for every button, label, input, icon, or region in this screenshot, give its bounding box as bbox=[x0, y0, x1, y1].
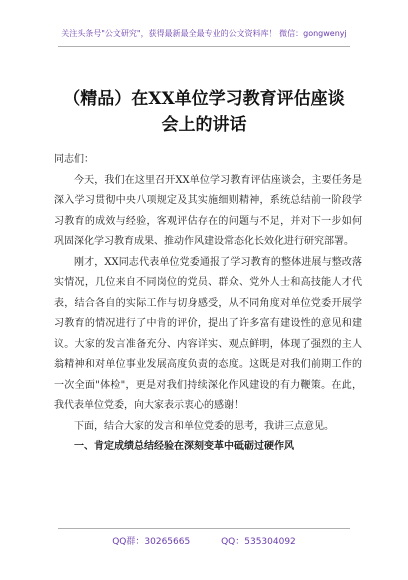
footer-qq-group: QQ群：30265665 bbox=[112, 537, 191, 547]
body-paragraph-2: 刚才，XX同志代表单位党委通报了学习教育的整体进展与整改落实情况，几位来自不同岗位的党员、群众、党外人士和高技能人才代表，结合各自的实际工作与切身感受，从不同角度对单位党委开展学习教育的情况进行了中肯的评价，提出了许多富有建设性的意见和建议。大家的发言准备充分、内容详实、观点鲜明，体现了强烈的主人翁精神和对单位事业发展高度负责的态度。这既是对我们前期工作的一次全面"体检"，更是对我们持续深化作风建设的有力鞭策。在此，我代表单位党委，向大家表示衷心的感谢！ bbox=[54, 256, 362, 411]
document-title bbox=[40, 86, 368, 138]
greeting: 同志们： bbox=[54, 154, 94, 165]
footer-divider bbox=[58, 528, 350, 529]
footer-contact bbox=[0, 534, 408, 547]
body-paragraph-3: 下面，结合大家的发言和单位党委的思考，我讲三点意见。 bbox=[74, 420, 334, 432]
title-line-2: 会上的讲话 bbox=[161, 115, 247, 135]
header-promo-note: 关注头条号"公文研究"，获得最新最全最专业的公文资料库！ 微信：gongwenyj bbox=[61, 29, 347, 38]
section-heading-1: 一、肯定成绩总结经验在深刻变革中砥砺过硬作风 bbox=[74, 441, 294, 452]
header-divider bbox=[58, 46, 350, 47]
title-line-1: （精品）在XX单位学习教育评估座谈 bbox=[63, 89, 345, 109]
body-paragraph-1: 今天，我们在这里召开XX单位学习教育评估座谈会，主要任务是深入学习贯彻中央八项规定及其实施细则精神，系统总结前一阶段学习教育的成效与经验，客观评估存在的问题与不足，并对下一步如何巩固深化学习教育成果、推动作风建设常态化长效化进行研究部署。 bbox=[54, 174, 362, 247]
document-body bbox=[54, 150, 362, 458]
footer-qq-number: QQ：535304092 bbox=[221, 537, 296, 547]
